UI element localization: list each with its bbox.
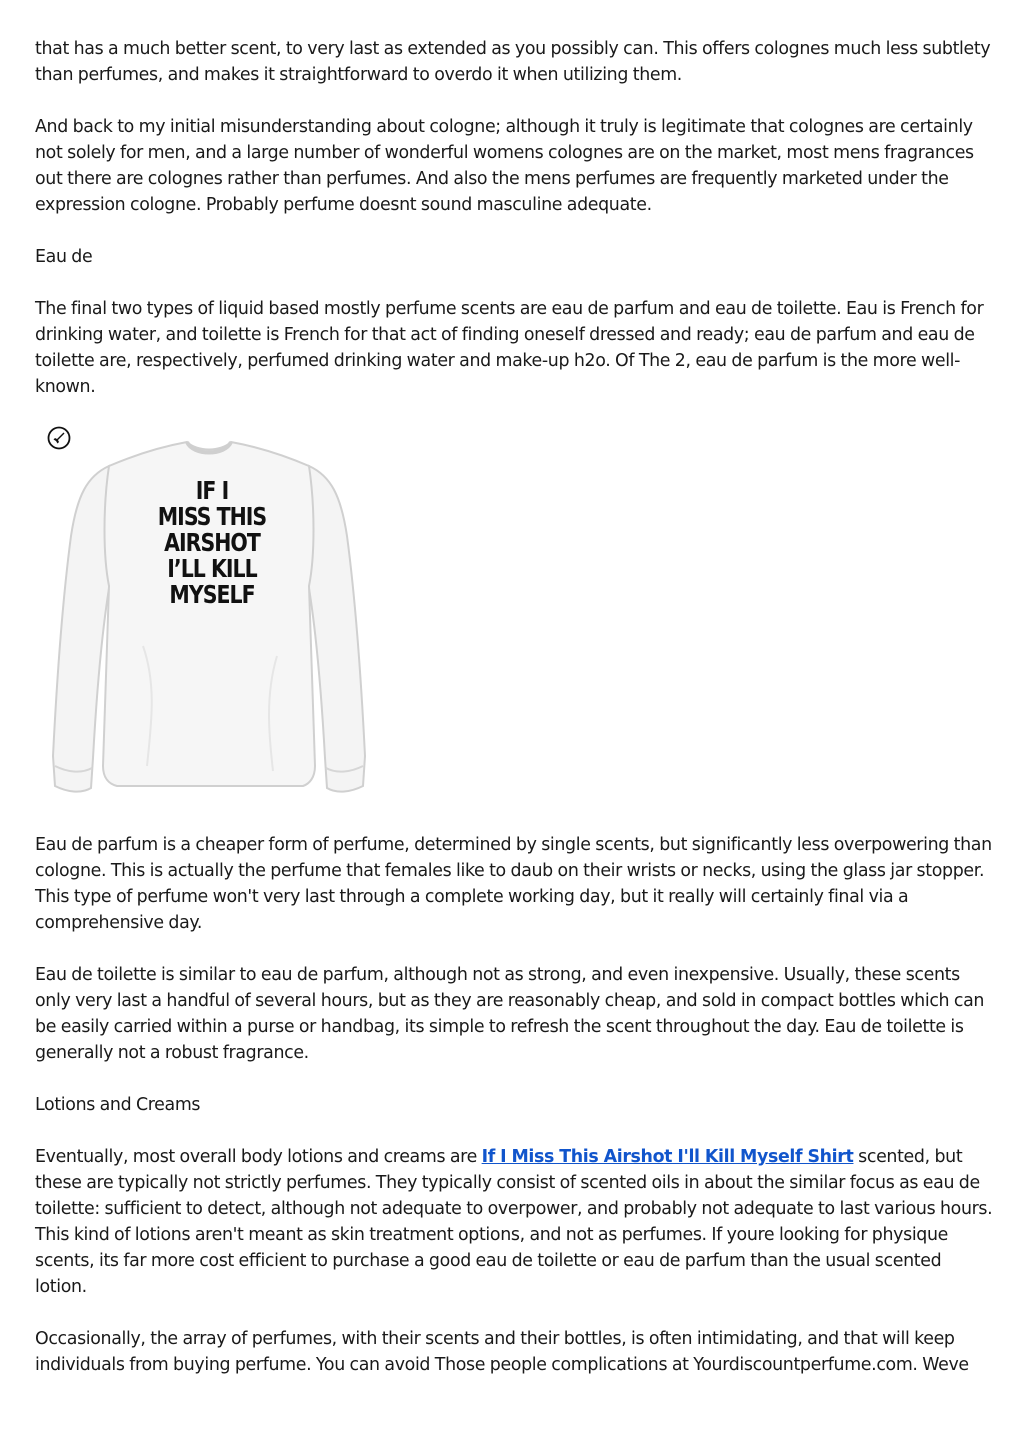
shirt-line: MYSELF: [169, 580, 255, 609]
shirt-line: IF I: [195, 476, 229, 505]
lotions-text-after: scented, but these are typically not strictly perfumes. They typically consist of scented oils in about the similar focus as eau de toilette: sufficient to detect, although not adequate to overpower, and probably not adequate to last various hours. This kind of lotions aren't meant as skin treatment options, and not as perfumes. If youre looking for physique scents, its far more cost efficient to purchase a good eau de toilette or eau de parfum than the usual scented lotion.: [35, 1147, 993, 1297]
heading-lotions-creams: Lotions and Creams: [35, 1095, 201, 1115]
shirt-line: I’LL KILL: [167, 554, 257, 583]
shirt-product-link[interactable]: If I Miss This Airshot I'll Kill Myself Shirt: [481, 1147, 854, 1167]
article-body: [35, 36, 995, 1404]
product-image-shirt: [47, 426, 377, 806]
shirt-line: MISS THIS: [157, 502, 267, 531]
shirt-line: AIRSHOT: [164, 528, 260, 557]
paragraph-perfume-array: Occasionally, the array of perfumes, with their scents and their bottles, is often intimidating, and that will keep individuals from buying perfume. You can avoid Those people complications at Yourdiscountperfume.com. Weve: [35, 1329, 969, 1375]
shirt-print-text: [151, 478, 274, 608]
lotions-text-before: Eventually, most overall body lotions and creams are: [35, 1147, 482, 1167]
paragraph-cologne-misunderstanding: And back to my initial misunderstanding about cologne; although it truly is legitimate that colognes are certainly not solely for men, and a large number of wonderful womens colognes are on the market, most mens fragrances out there are colognes rather than perfumes. And also the mens perfumes are frequently marketed under the expression cologne. Probably perfume doesnt sound masculine adequate.: [35, 117, 974, 215]
paragraph-cologne-scent: that has a much better scent, to very last as extended as you possibly can. This offers colognes much less subtlety than perfumes, and makes it straightforward to overdo it when utilizing them.: [35, 39, 991, 85]
paragraph-eau-de-toilette: Eau de toilette is similar to eau de parfum, although not as strong, and even inexpensive. Usually, these scents only very last a handful of several hours, but as they are reasonably cheap, and sold in compact bottles which can be easily carried within a purse or handbag, its simple to refresh the scent throughout the day. Eau de toilette is generally not a robust fragrance.: [35, 965, 985, 1063]
paragraph-eau-types: The final two types of liquid based mostly perfume scents are eau de parfum and eau de toilette. Eau is French for drinking water, and toilette is French for that act of finding oneself dressed and ready; eau de parfum and eau de toilette are, respectively, perfumed drinking water and make-up h2o. Of The 2, eau de parfum is the more well-known.: [35, 299, 984, 397]
heading-eau-de: Eau de: [35, 247, 93, 267]
paragraph-lotions: [35, 1144, 995, 1300]
rocket-icon: [47, 426, 71, 450]
paragraph-eau-de-parfum: Eau de parfum is a cheaper form of perfume, determined by single scents, but significantly less overpowering than cologne. This is actually the perfume that females like to daub on their wrists or necks, using the glass jar stopper. This type of perfume won't very last through a complete working day, but it really will certainly final via a comprehensive day.: [35, 835, 992, 933]
